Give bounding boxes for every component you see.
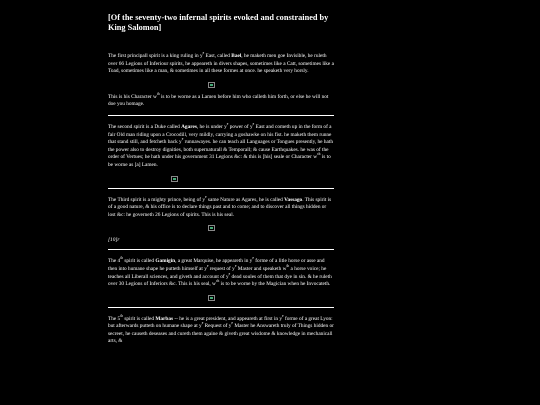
text-run: request of y <box>208 265 235 272</box>
text-run: East and cometh up in the form of a fair Old man riding upon a Crocodill, very mildly, carrying a goshawke on his fist. he maketh them runne that stand still, and fetcheth back y <box>108 123 332 146</box>
spirit-name: Gamigin <box>155 258 176 265</box>
text-run: is to be worne as a Lamen before him who calleth him forth, or else he will not doe you homage. <box>108 93 329 108</box>
broken-image-icon[interactable] <box>208 82 215 88</box>
spirit-name: Vassago <box>284 196 303 203</box>
text-run: dead soules of them that dye in sin. & he ruleth over 30 Legions of Inferiors &c. This is his seal, w <box>108 273 332 288</box>
superscript: e <box>206 264 209 269</box>
superscript: e <box>231 321 234 326</box>
superscript: e <box>205 194 207 199</box>
superscript: th <box>156 92 160 97</box>
text-run: . This spirit is of a good nature, & his office is to declare things past and to come; and to discover all things hidden or lost &c: he governeth 26 Legions of spirits. This is his seal. <box>108 196 332 218</box>
page-heading: [Of the seventy-two infernal spirits evoked and constrained by King Salomon] <box>108 13 329 32</box>
text-run: The 4 <box>108 258 121 265</box>
text-run: The first principall spirit is a king ruling in y <box>108 53 203 59</box>
text-run: Master he Answareth truly of Things hidden or secreet, he causeth deseases and cureth them againe & giveth great wisdome & knowledge in mechanicall arts, & <box>108 323 334 345</box>
spirit-name: Marbas <box>155 315 174 322</box>
spirit-name: Bael <box>231 53 242 59</box>
superscript: th <box>120 313 124 318</box>
text-run: -- he is a great president, and appeareth at first in y <box>173 315 283 322</box>
superscript: e <box>234 264 237 269</box>
text-run: , a great Marquise, he appeareth in y <box>175 258 253 265</box>
text-run: same Nature as Agares, he is called <box>206 196 285 203</box>
text-run: forme of a great Lyon: but afterwards putteth on humane shape at y <box>108 315 333 330</box>
text-run: power of y <box>228 123 253 130</box>
superscript: e <box>252 256 254 261</box>
spirit-4-paragraph <box>108 258 334 288</box>
text-run: The Third spirit is a mighty prince, being of y <box>108 196 205 203</box>
text-run: forme of a litle horse or asse and then into humane shape he putteth himself at y <box>108 258 325 272</box>
superscript: e <box>181 137 184 142</box>
superscript: e <box>228 271 231 276</box>
divider <box>108 249 334 250</box>
text-run: The 5 <box>108 315 121 322</box>
text-run: runnawayes. he can teach all Languages or Tongues presently, he hath the power also to destroy dignities, both supernaturall & Temporall; & cause Earthquakes. he was of the order of Vertues; he hath under his government 31 Legions &c: & this is [his] seale or Character w <box>108 139 333 161</box>
text-run: spirit is called <box>123 315 156 322</box>
text-run: Request of y <box>203 323 232 330</box>
text-run: East, called <box>204 53 232 59</box>
spirit-1-character-note <box>108 94 334 109</box>
superscript: e <box>201 321 204 326</box>
spirit-5-paragraph <box>108 313 334 346</box>
text-run: a horse voice; he teaches all Liberall sciences, and giveth and account of y <box>108 265 327 280</box>
folio-marker: [10]r <box>108 237 120 244</box>
divider <box>108 188 334 189</box>
spirit-name: Agares <box>181 123 197 130</box>
superscript: ch <box>215 279 220 284</box>
text-run: , he is under y <box>196 123 227 130</box>
text-run: is to be worne as [a] Lamen. <box>108 154 331 168</box>
superscript: e <box>202 51 205 56</box>
superscript: ch <box>317 152 321 157</box>
superscript: e <box>282 313 284 318</box>
text-run: spirit is called <box>123 258 156 265</box>
text-run: This is his Character w <box>108 93 157 100</box>
superscript: th <box>120 256 124 261</box>
text-run: is to be worne by the Magician when he Invocateth. <box>219 281 331 288</box>
superscript: e <box>252 122 255 127</box>
divider <box>108 115 334 116</box>
spirit-1-paragraph <box>108 53 334 76</box>
broken-image-icon[interactable] <box>208 295 215 301</box>
superscript: th <box>286 264 290 269</box>
broken-image-icon[interactable] <box>171 176 178 182</box>
text-run: Master and speaketh w <box>236 265 287 272</box>
spirit-3-paragraph <box>108 194 334 220</box>
text-column <box>108 10 334 346</box>
text-run: The second spirit is a Duke called <box>108 123 182 130</box>
divider <box>108 307 334 308</box>
text-run: , he maketh men goe Invisible, he ruleth over 66 Legions of Inferiour spirits, he appeareth in divers shapes, sometimes like a Catt, sometimes like a Toad, sometimes like a man, & sometimes in all these formes at once. he speaketh very horsly. <box>108 53 334 75</box>
broken-image-icon[interactable] <box>208 225 215 231</box>
superscript: e <box>226 122 229 127</box>
spirit-2-paragraph <box>108 124 334 170</box>
